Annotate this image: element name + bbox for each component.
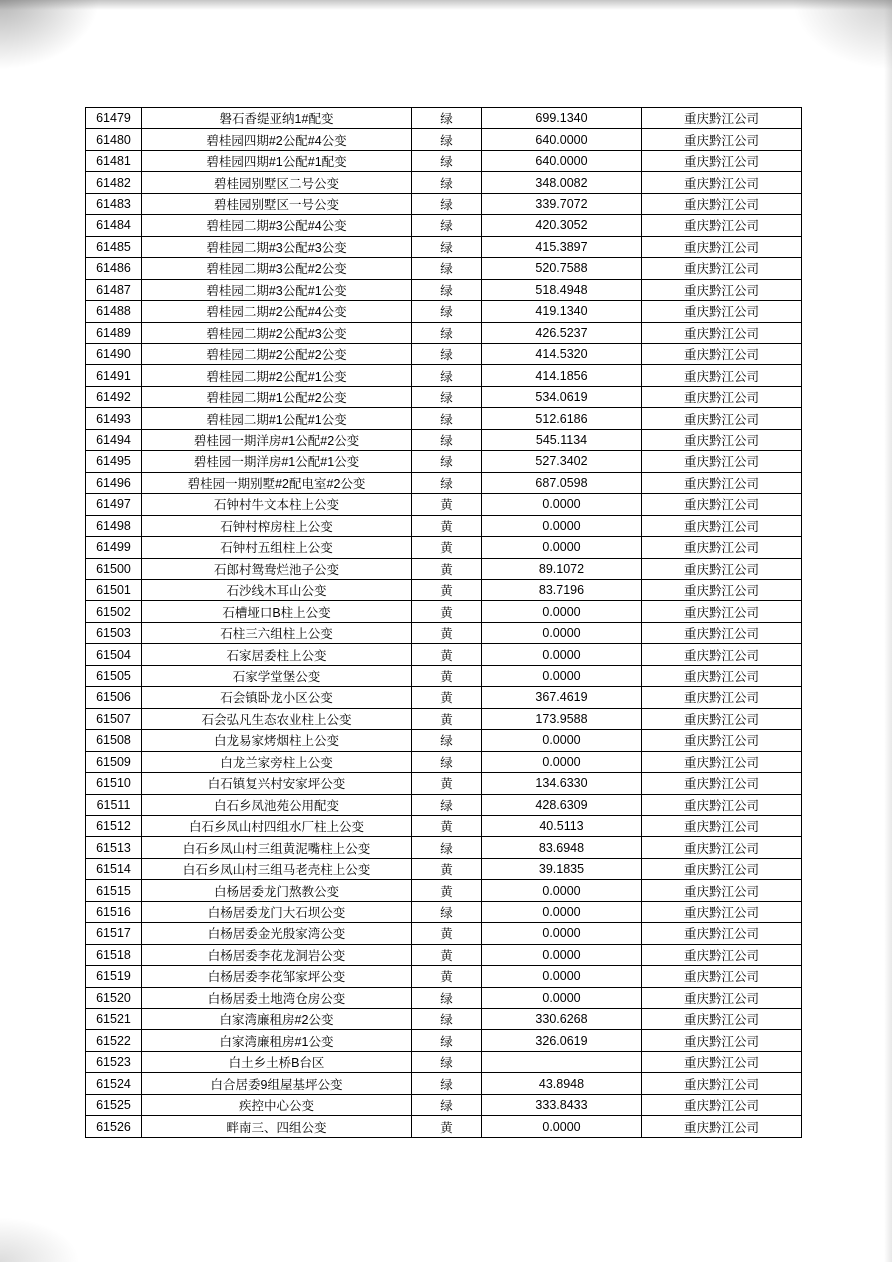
- cell-company: 重庆黔江公司: [642, 558, 802, 579]
- cell-name: 碧桂园二期#3公配#3公变: [142, 236, 412, 257]
- cell-name: 石郎村鸳鸯烂池子公变: [142, 558, 412, 579]
- cell-company: 重庆黔江公司: [642, 258, 802, 279]
- scan-shadow-corner-top-left: [0, 0, 100, 70]
- cell-id: 61520: [86, 987, 142, 1008]
- cell-status: 黄: [412, 622, 482, 643]
- cell-company: 重庆黔江公司: [642, 858, 802, 879]
- cell-status: 绿: [412, 279, 482, 300]
- table-row: [86, 1009, 802, 1030]
- cell-id: 61480: [86, 129, 142, 150]
- cell-company: 重庆黔江公司: [642, 987, 802, 1008]
- cell-value: 545.1134: [482, 429, 642, 450]
- cell-status: 绿: [412, 215, 482, 236]
- cell-name: 石沙线木耳山公变: [142, 579, 412, 600]
- cell-name: 碧桂园一期洋房#1公配#2公变: [142, 429, 412, 450]
- table-row: [86, 172, 802, 193]
- table-row: [86, 665, 802, 686]
- cell-company: 重庆黔江公司: [642, 708, 802, 729]
- cell-id: 61521: [86, 1009, 142, 1030]
- table-row: [86, 108, 802, 129]
- cell-id: 61496: [86, 472, 142, 493]
- table-row: [86, 515, 802, 536]
- cell-id: 61493: [86, 408, 142, 429]
- cell-name: 石钟村榨房柱上公变: [142, 515, 412, 536]
- cell-name: 碧桂园二期#2公配#4公变: [142, 301, 412, 322]
- cell-id: 61495: [86, 451, 142, 472]
- table-row: [86, 880, 802, 901]
- cell-id: 61512: [86, 815, 142, 836]
- cell-value: 0.0000: [482, 494, 642, 515]
- cell-id: 61487: [86, 279, 142, 300]
- cell-status: 绿: [412, 1094, 482, 1115]
- table-row: [86, 451, 802, 472]
- cell-name: 畔南三、四组公变: [142, 1116, 412, 1138]
- cell-company: 重庆黔江公司: [642, 880, 802, 901]
- cell-company: 重庆黔江公司: [642, 751, 802, 772]
- cell-company: 重庆黔江公司: [642, 451, 802, 472]
- cell-value: [482, 1051, 642, 1072]
- cell-company: 重庆黔江公司: [642, 365, 802, 386]
- cell-name: 白土乡土桥B台区: [142, 1051, 412, 1072]
- transformer-table: [85, 107, 802, 1138]
- cell-company: 重庆黔江公司: [642, 108, 802, 129]
- cell-status: 黄: [412, 579, 482, 600]
- cell-name: 白杨居委龙门熬教公变: [142, 880, 412, 901]
- cell-id: 61494: [86, 429, 142, 450]
- cell-status: 绿: [412, 901, 482, 922]
- cell-name: 磐石香缇亚纳1#配变: [142, 108, 412, 129]
- cell-value: 0.0000: [482, 622, 642, 643]
- table-row: [86, 193, 802, 214]
- cell-name: 碧桂园别墅区二号公变: [142, 172, 412, 193]
- cell-value: 43.8948: [482, 1073, 642, 1094]
- table-row: [86, 794, 802, 815]
- cell-id: 61499: [86, 537, 142, 558]
- cell-name: 石会镇卧龙小区公变: [142, 687, 412, 708]
- table-row: [86, 966, 802, 987]
- cell-value: 0.0000: [482, 537, 642, 558]
- cell-status: 绿: [412, 386, 482, 407]
- cell-status: 绿: [412, 1030, 482, 1051]
- cell-id: 61498: [86, 515, 142, 536]
- scan-shadow-corner-bottom-left: [0, 1217, 80, 1262]
- cell-company: 重庆黔江公司: [642, 944, 802, 965]
- cell-company: 重庆黔江公司: [642, 1030, 802, 1051]
- cell-id: 61502: [86, 601, 142, 622]
- cell-status: 绿: [412, 730, 482, 751]
- cell-company: 重庆黔江公司: [642, 837, 802, 858]
- cell-status: 绿: [412, 129, 482, 150]
- cell-company: 重庆黔江公司: [642, 601, 802, 622]
- table-row: [86, 579, 802, 600]
- cell-status: 绿: [412, 794, 482, 815]
- cell-name: 碧桂园二期#3公配#2公变: [142, 258, 412, 279]
- cell-value: 640.0000: [482, 129, 642, 150]
- cell-value: 518.4948: [482, 279, 642, 300]
- cell-value: 134.6330: [482, 773, 642, 794]
- cell-name: 碧桂园二期#3公配#1公变: [142, 279, 412, 300]
- table-row: [86, 343, 802, 364]
- cell-status: 绿: [412, 322, 482, 343]
- cell-status: 绿: [412, 236, 482, 257]
- table-row: [86, 858, 802, 879]
- table-row: [86, 1051, 802, 1072]
- table-row: [86, 751, 802, 772]
- cell-company: 重庆黔江公司: [642, 966, 802, 987]
- cell-company: 重庆黔江公司: [642, 579, 802, 600]
- cell-value: 428.6309: [482, 794, 642, 815]
- table-row: [86, 386, 802, 407]
- cell-company: 重庆黔江公司: [642, 1116, 802, 1138]
- cell-id: 61497: [86, 494, 142, 515]
- cell-value: 339.7072: [482, 193, 642, 214]
- cell-status: 绿: [412, 1009, 482, 1030]
- cell-name: 石柱三六组柱上公变: [142, 622, 412, 643]
- cell-id: 61490: [86, 343, 142, 364]
- cell-value: 687.0598: [482, 472, 642, 493]
- cell-status: 黄: [412, 558, 482, 579]
- cell-id: 61503: [86, 622, 142, 643]
- cell-name: 白石乡凤山村四组水厂柱上公变: [142, 815, 412, 836]
- cell-id: 61523: [86, 1051, 142, 1072]
- cell-id: 61515: [86, 880, 142, 901]
- cell-status: 绿: [412, 1073, 482, 1094]
- cell-id: 61524: [86, 1073, 142, 1094]
- cell-value: 420.3052: [482, 215, 642, 236]
- cell-status: 黄: [412, 858, 482, 879]
- cell-status: 绿: [412, 837, 482, 858]
- cell-name: 白龙兰家旁柱上公变: [142, 751, 412, 772]
- cell-value: 527.3402: [482, 451, 642, 472]
- cell-value: 0.0000: [482, 665, 642, 686]
- scan-shadow-top: [0, 0, 892, 10]
- table-row: [86, 837, 802, 858]
- table-row: [86, 537, 802, 558]
- cell-value: 426.5237: [482, 322, 642, 343]
- cell-name: 碧桂园二期#2公配#2公变: [142, 343, 412, 364]
- cell-name: 白龙易家烤烟柱上公变: [142, 730, 412, 751]
- cell-value: 333.8433: [482, 1094, 642, 1115]
- table-row: [86, 1094, 802, 1115]
- cell-id: 61508: [86, 730, 142, 751]
- cell-company: 重庆黔江公司: [642, 150, 802, 171]
- table-row: [86, 301, 802, 322]
- cell-name: 白石乡凤山村三组马老壳柱上公变: [142, 858, 412, 879]
- cell-value: 512.6186: [482, 408, 642, 429]
- cell-status: 黄: [412, 601, 482, 622]
- cell-company: 重庆黔江公司: [642, 794, 802, 815]
- cell-company: 重庆黔江公司: [642, 1094, 802, 1115]
- cell-company: 重庆黔江公司: [642, 429, 802, 450]
- table-row: [86, 215, 802, 236]
- cell-name: 白石镇复兴村安家坪公变: [142, 773, 412, 794]
- cell-status: 黄: [412, 665, 482, 686]
- cell-id: 61500: [86, 558, 142, 579]
- cell-id: 61488: [86, 301, 142, 322]
- cell-name: 碧桂园二期#1公配#1公变: [142, 408, 412, 429]
- cell-id: 61509: [86, 751, 142, 772]
- cell-status: 黄: [412, 923, 482, 944]
- cell-name: 碧桂园一期洋房#1公配#1公变: [142, 451, 412, 472]
- cell-value: 348.0082: [482, 172, 642, 193]
- cell-company: 重庆黔江公司: [642, 408, 802, 429]
- cell-status: 黄: [412, 537, 482, 558]
- cell-id: 61504: [86, 644, 142, 665]
- cell-company: 重庆黔江公司: [642, 1073, 802, 1094]
- cell-status: 绿: [412, 751, 482, 772]
- cell-value: 699.1340: [482, 108, 642, 129]
- table-row: [86, 923, 802, 944]
- cell-company: 重庆黔江公司: [642, 537, 802, 558]
- cell-name: 疾控中心公变: [142, 1094, 412, 1115]
- cell-status: 黄: [412, 944, 482, 965]
- cell-value: 414.5320: [482, 343, 642, 364]
- cell-company: 重庆黔江公司: [642, 494, 802, 515]
- cell-value: 0.0000: [482, 880, 642, 901]
- table-row: [86, 644, 802, 665]
- cell-status: 黄: [412, 644, 482, 665]
- cell-name: 碧桂园二期#3公配#4公变: [142, 215, 412, 236]
- cell-status: 绿: [412, 301, 482, 322]
- cell-value: 414.1856: [482, 365, 642, 386]
- cell-name: 白杨居委土地湾仓房公变: [142, 987, 412, 1008]
- cell-value: 40.5113: [482, 815, 642, 836]
- cell-company: 重庆黔江公司: [642, 923, 802, 944]
- cell-value: 367.4619: [482, 687, 642, 708]
- cell-company: 重庆黔江公司: [642, 193, 802, 214]
- cell-status: 黄: [412, 880, 482, 901]
- cell-status: 绿: [412, 365, 482, 386]
- table-row: [86, 708, 802, 729]
- cell-status: 黄: [412, 515, 482, 536]
- cell-company: 重庆黔江公司: [642, 644, 802, 665]
- cell-id: 61483: [86, 193, 142, 214]
- cell-name: 白石乡凤池苑公用配变: [142, 794, 412, 815]
- cell-id: 61525: [86, 1094, 142, 1115]
- cell-value: 0.0000: [482, 987, 642, 1008]
- cell-name: 碧桂园二期#2公配#3公变: [142, 322, 412, 343]
- cell-value: 0.0000: [482, 515, 642, 536]
- cell-company: 重庆黔江公司: [642, 1009, 802, 1030]
- cell-status: 黄: [412, 687, 482, 708]
- cell-value: 640.0000: [482, 150, 642, 171]
- cell-id: 61486: [86, 258, 142, 279]
- cell-id: 61513: [86, 837, 142, 858]
- cell-value: 0.0000: [482, 1116, 642, 1138]
- cell-value: 39.1835: [482, 858, 642, 879]
- cell-company: 重庆黔江公司: [642, 687, 802, 708]
- cell-value: 83.7196: [482, 579, 642, 600]
- table-row: [86, 322, 802, 343]
- cell-id: 61526: [86, 1116, 142, 1138]
- cell-status: 黄: [412, 708, 482, 729]
- table-row: [86, 815, 802, 836]
- cell-company: 重庆黔江公司: [642, 236, 802, 257]
- cell-company: 重庆黔江公司: [642, 301, 802, 322]
- cell-name: 白杨居委金光殷家湾公变: [142, 923, 412, 944]
- table-row: [86, 1073, 802, 1094]
- cell-name: 白杨居委李花龙洞岩公变: [142, 944, 412, 965]
- cell-name: 碧桂园四期#2公配#4公变: [142, 129, 412, 150]
- cell-name: 白家湾廉租房#1公变: [142, 1030, 412, 1051]
- table-row: [86, 622, 802, 643]
- cell-id: 61485: [86, 236, 142, 257]
- table-row: [86, 1116, 802, 1138]
- cell-name: 碧桂园二期#2公配#1公变: [142, 365, 412, 386]
- cell-status: 绿: [412, 987, 482, 1008]
- cell-value: 415.3897: [482, 236, 642, 257]
- cell-name: 石家学堂堡公变: [142, 665, 412, 686]
- cell-company: 重庆黔江公司: [642, 322, 802, 343]
- cell-value: 83.6948: [482, 837, 642, 858]
- cell-status: 黄: [412, 494, 482, 515]
- cell-id: 61518: [86, 944, 142, 965]
- cell-company: 重庆黔江公司: [642, 215, 802, 236]
- cell-id: 61501: [86, 579, 142, 600]
- cell-name: 碧桂园别墅区一号公变: [142, 193, 412, 214]
- table-row: [86, 429, 802, 450]
- cell-value: 89.1072: [482, 558, 642, 579]
- cell-name: 白家湾廉租房#2公变: [142, 1009, 412, 1030]
- cell-value: 0.0000: [482, 751, 642, 772]
- cell-value: 0.0000: [482, 966, 642, 987]
- table-row: [86, 1030, 802, 1051]
- table-body: [86, 108, 802, 1138]
- table-row: [86, 558, 802, 579]
- cell-id: 61482: [86, 172, 142, 193]
- table-row: [86, 150, 802, 171]
- cell-name: 碧桂园一期别墅#2配电室#2公变: [142, 472, 412, 493]
- cell-value: 0.0000: [482, 644, 642, 665]
- cell-id: 61516: [86, 901, 142, 922]
- cell-name: 白杨居委李花邹家坪公变: [142, 966, 412, 987]
- cell-value: 0.0000: [482, 730, 642, 751]
- table-row: [86, 901, 802, 922]
- cell-status: 黄: [412, 966, 482, 987]
- cell-id: 61506: [86, 687, 142, 708]
- table-row: [86, 129, 802, 150]
- table-row: [86, 944, 802, 965]
- cell-status: 绿: [412, 172, 482, 193]
- cell-name: 石会弘凡生态农业柱上公变: [142, 708, 412, 729]
- cell-id: 61511: [86, 794, 142, 815]
- cell-value: 326.0619: [482, 1030, 642, 1051]
- cell-name: 石槽垭口B柱上公变: [142, 601, 412, 622]
- cell-status: 黄: [412, 1116, 482, 1138]
- cell-status: 黄: [412, 773, 482, 794]
- table-row: [86, 494, 802, 515]
- cell-company: 重庆黔江公司: [642, 901, 802, 922]
- cell-status: 绿: [412, 472, 482, 493]
- scan-shadow-corner-top-right: [792, 0, 892, 70]
- cell-id: 61479: [86, 108, 142, 129]
- cell-company: 重庆黔江公司: [642, 279, 802, 300]
- cell-status: 绿: [412, 258, 482, 279]
- table-row: [86, 472, 802, 493]
- cell-value: 330.6268: [482, 1009, 642, 1030]
- table-row: [86, 773, 802, 794]
- cell-company: 重庆黔江公司: [642, 1051, 802, 1072]
- table-row: [86, 687, 802, 708]
- cell-name: 碧桂园二期#1公配#2公变: [142, 386, 412, 407]
- cell-status: 绿: [412, 1051, 482, 1072]
- cell-company: 重庆黔江公司: [642, 815, 802, 836]
- cell-value: 0.0000: [482, 601, 642, 622]
- cell-status: 绿: [412, 343, 482, 364]
- table-row: [86, 601, 802, 622]
- cell-name: 石钟村牛文本柱上公变: [142, 494, 412, 515]
- cell-status: 绿: [412, 150, 482, 171]
- cell-id: 61484: [86, 215, 142, 236]
- cell-id: 61510: [86, 773, 142, 794]
- cell-id: 61519: [86, 966, 142, 987]
- cell-value: 173.9588: [482, 708, 642, 729]
- cell-name: 白合居委9组屋基坪公变: [142, 1073, 412, 1094]
- cell-name: 白杨居委龙门大石坝公变: [142, 901, 412, 922]
- table-row: [86, 236, 802, 257]
- table-row: [86, 279, 802, 300]
- cell-status: 绿: [412, 408, 482, 429]
- cell-id: 61517: [86, 923, 142, 944]
- cell-company: 重庆黔江公司: [642, 622, 802, 643]
- cell-company: 重庆黔江公司: [642, 472, 802, 493]
- cell-id: 61505: [86, 665, 142, 686]
- cell-company: 重庆黔江公司: [642, 172, 802, 193]
- table-row: [86, 258, 802, 279]
- cell-name: 石钟村五组柱上公变: [142, 537, 412, 558]
- table-row: [86, 730, 802, 751]
- cell-value: 534.0619: [482, 386, 642, 407]
- cell-company: 重庆黔江公司: [642, 665, 802, 686]
- cell-company: 重庆黔江公司: [642, 773, 802, 794]
- cell-status: 绿: [412, 451, 482, 472]
- table-row: [86, 408, 802, 429]
- cell-company: 重庆黔江公司: [642, 730, 802, 751]
- cell-company: 重庆黔江公司: [642, 343, 802, 364]
- cell-company: 重庆黔江公司: [642, 386, 802, 407]
- table-row: [86, 987, 802, 1008]
- cell-id: 61514: [86, 858, 142, 879]
- cell-id: 61492: [86, 386, 142, 407]
- cell-value: 520.7588: [482, 258, 642, 279]
- cell-name: 碧桂园四期#1公配#1配变: [142, 150, 412, 171]
- cell-value: 0.0000: [482, 901, 642, 922]
- cell-id: 61489: [86, 322, 142, 343]
- table-row: [86, 365, 802, 386]
- cell-id: 61481: [86, 150, 142, 171]
- cell-status: 绿: [412, 429, 482, 450]
- cell-value: 419.1340: [482, 301, 642, 322]
- cell-id: 61522: [86, 1030, 142, 1051]
- cell-name: 石家居委柱上公变: [142, 644, 412, 665]
- cell-company: 重庆黔江公司: [642, 515, 802, 536]
- cell-id: 61491: [86, 365, 142, 386]
- cell-status: 绿: [412, 193, 482, 214]
- cell-name: 白石乡凤山村三组黄泥嘴柱上公变: [142, 837, 412, 858]
- cell-status: 黄: [412, 815, 482, 836]
- cell-status: 绿: [412, 108, 482, 129]
- cell-value: 0.0000: [482, 923, 642, 944]
- cell-company: 重庆黔江公司: [642, 129, 802, 150]
- cell-value: 0.0000: [482, 944, 642, 965]
- scan-shadow-right: [884, 0, 892, 1262]
- cell-id: 61507: [86, 708, 142, 729]
